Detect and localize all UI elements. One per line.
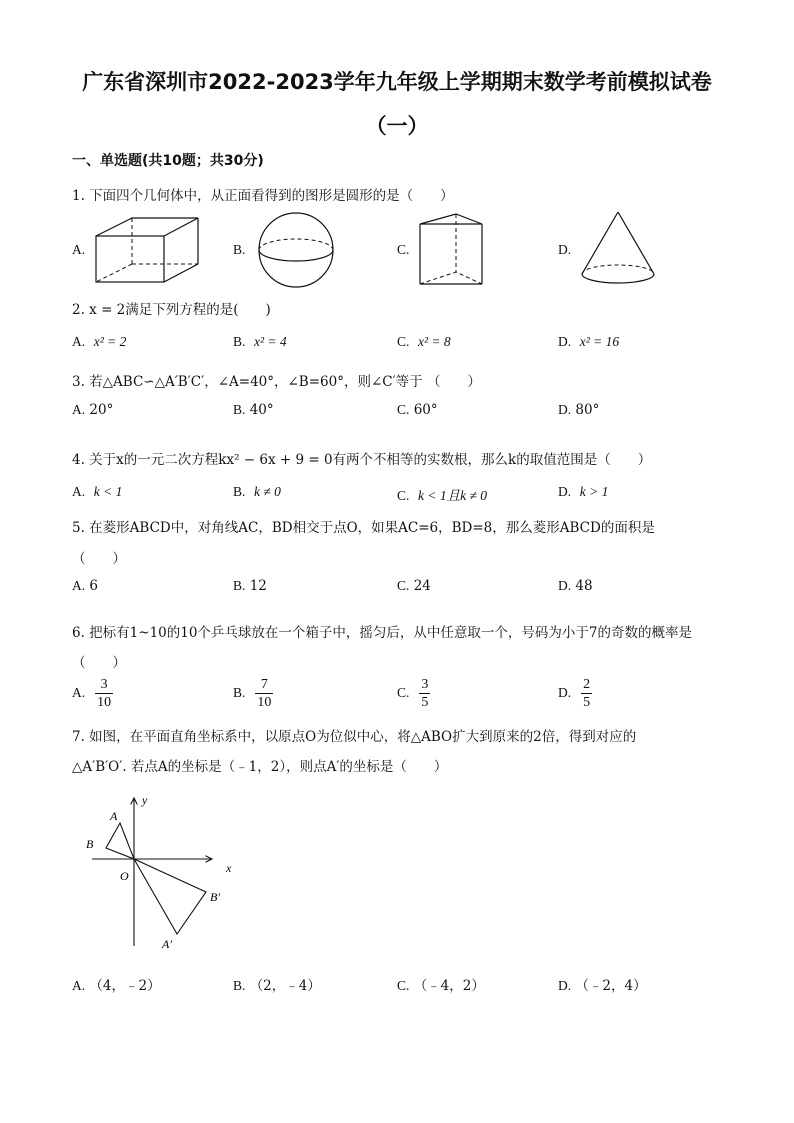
triangle-a2b2o (134, 859, 206, 934)
q2-option-b-label: B. (233, 334, 246, 349)
q5-option-d-value: 48 (575, 578, 593, 594)
q3-option-b (233, 402, 274, 418)
question-7-stem: 7. 如图，在平面直角坐标系中，以原点O为位似中心，将△ABO扩大到原来的2倍，得到对应的 (72, 729, 637, 745)
q6-option-b-fraction (255, 676, 273, 711)
q6-option-c-label: C. (397, 685, 410, 700)
q6-option-b (233, 676, 273, 711)
q4-option-b (233, 484, 281, 500)
q1-option-d-label: D. (558, 242, 572, 257)
q7-option-c (397, 974, 485, 994)
q6-option-a-fraction (95, 676, 113, 711)
q5-option-b (233, 578, 267, 594)
point-a-prime-label: A′ (162, 937, 172, 951)
q2-option-d-value: x² = 16 (579, 334, 620, 349)
fraction-denominator: 5 (421, 695, 429, 710)
cone-figure (578, 210, 658, 288)
q4-option-b-value: k ≠ 0 (253, 484, 281, 499)
question-2-stem: 2. x = 2满足下列方程的是( ) (72, 302, 271, 318)
fraction-numerator: 7 (255, 676, 273, 694)
q5-option-a-label: A. (72, 578, 86, 593)
q3-option-d-value: 80° (575, 402, 600, 418)
x-axis-label: x (226, 861, 232, 875)
q7-option-a (72, 974, 161, 994)
q7-option-c-label: C. (397, 978, 410, 993)
fraction-denominator: 5 (583, 695, 591, 710)
point-b-prime-label: B′ (210, 890, 220, 904)
q4-option-d-value: k > 1 (579, 484, 609, 499)
q3-option-b-label: B. (233, 402, 246, 417)
fraction-denominator: 10 (97, 695, 112, 710)
q2-option-a (72, 334, 126, 350)
q5-option-a (72, 578, 98, 594)
q2-option-a-label: A. (72, 334, 86, 349)
triangle-abo (106, 823, 134, 859)
exam-title-number: （一） (365, 114, 429, 138)
q6-option-d-fraction (581, 676, 592, 711)
q4-option-d-label: D. (558, 484, 572, 499)
q3-option-c (397, 402, 438, 418)
point-b-label: B (86, 837, 94, 851)
q3-option-a (72, 402, 113, 418)
question-4-stem: 4. 关于x的一元二次方程kx² − 6x + 9 = 0有两个不相等的实数根，那么k的取值范围是（ ） (72, 452, 652, 468)
q2-option-b-value: x² = 4 (253, 334, 287, 349)
q7-option-b (233, 974, 321, 994)
q2-option-c-label: C. (397, 334, 410, 349)
section-heading: 一、单选题(共10题；共30分) (72, 153, 264, 169)
triangular-prism-figure (416, 212, 486, 288)
q2-option-c (397, 334, 451, 350)
q3-option-c-label: C. (397, 402, 410, 417)
q7-option-d (558, 974, 647, 994)
q5-option-d-label: D. (558, 578, 572, 593)
coordinate-figure (72, 786, 252, 958)
origin-label: O (120, 869, 129, 883)
point-a-label: A (110, 809, 118, 823)
q6-option-d (558, 676, 592, 711)
q6-option-a (72, 676, 113, 711)
q2-option-c-value: x² = 8 (417, 334, 451, 349)
q4-option-d (558, 484, 608, 500)
fraction-numerator: 3 (95, 676, 113, 694)
question-3-stem: 3. 若△ABC∽△A′B′C′，∠A=40°，∠B=60°，则∠C′等于 （ ） (72, 374, 481, 390)
question-6-stem: 6. 把标有1~10的10个乒乓球放在一个箱子中，摇匀后，从中任意取一个，号码为小于7的奇数的概率是 (72, 625, 693, 641)
q6-option-a-label: A. (72, 685, 86, 700)
q6-option-c (397, 676, 430, 711)
q5-option-c-label: C. (397, 578, 410, 593)
q6-option-d-label: D. (558, 685, 572, 700)
q3-option-b-value: 40° (249, 402, 274, 418)
q7-option-a-label: A. (72, 978, 86, 993)
question-5-stem-cont: （ ） (72, 551, 126, 567)
cube-figure (92, 214, 204, 286)
q4-option-c (397, 484, 487, 504)
q4-option-b-label: B. (233, 484, 246, 499)
exam-title: 广东省深圳市2022-2023学年九年级上学期期末数学考前模拟试卷 (82, 70, 712, 94)
q7-option-d-label: D. (558, 978, 572, 993)
q7-option-a-value: （4，﹣2） (89, 978, 161, 994)
q7-option-c-value: （﹣4，2） (413, 978, 485, 994)
q4-option-a-label: A. (72, 484, 86, 499)
fraction-denominator: 10 (257, 695, 272, 710)
q7-option-b-label: B. (233, 978, 246, 993)
fraction-numerator: 2 (583, 677, 591, 692)
q7-option-b-value: （2，﹣4） (249, 978, 321, 994)
q5-option-d (558, 578, 593, 594)
y-axis-label: y (142, 793, 148, 807)
q3-option-a-value: 20° (89, 402, 114, 418)
q4-option-a-value: k < 1 (93, 484, 123, 499)
question-6-stem-cont: （ ） (72, 655, 126, 671)
q6-option-b-label: B. (233, 685, 246, 700)
q4-option-c-value: k < 1且k ≠ 0 (417, 488, 487, 503)
q7-option-d-value: （﹣2，4） (575, 978, 647, 994)
question-1-stem: 1. 下面四个几何体中，从正面看得到的图形是圆形的是（ ） (72, 188, 454, 204)
q5-option-b-label: B. (233, 578, 246, 593)
q5-option-b-value: 12 (249, 578, 267, 594)
q5-option-a-value: 6 (89, 578, 99, 594)
q1-option-a-label: A. (72, 242, 86, 257)
q2-option-a-value: x² = 2 (93, 334, 127, 349)
q5-option-c (397, 578, 431, 594)
q4-option-a (72, 484, 122, 500)
q6-option-c-fraction (419, 676, 430, 711)
q5-option-c-value: 24 (413, 578, 431, 594)
q3-option-d-label: D. (558, 402, 572, 417)
q1-option-c-label: C. (397, 242, 410, 257)
q4-option-c-label: C. (397, 488, 410, 503)
q2-option-d (558, 334, 619, 350)
sphere-figure (255, 212, 337, 288)
q3-option-d (558, 402, 599, 418)
q3-option-c-value: 60° (413, 402, 438, 418)
fraction-numerator: 3 (421, 677, 429, 692)
question-5-stem: 5. 在菱形ABCD中，对角线AC，BD相交于点O，如果AC=6，BD=8，那么菱形ABCD的面积是 (72, 520, 655, 536)
q1-option-b-label: B. (233, 242, 246, 257)
question-7-stem-cont: △A′B′O′. 若点A的坐标是（﹣1，2），则点A′的坐标是（ ） (72, 759, 448, 775)
q2-option-b (233, 334, 287, 350)
q3-option-a-label: A. (72, 402, 86, 417)
q2-option-d-label: D. (558, 334, 572, 349)
